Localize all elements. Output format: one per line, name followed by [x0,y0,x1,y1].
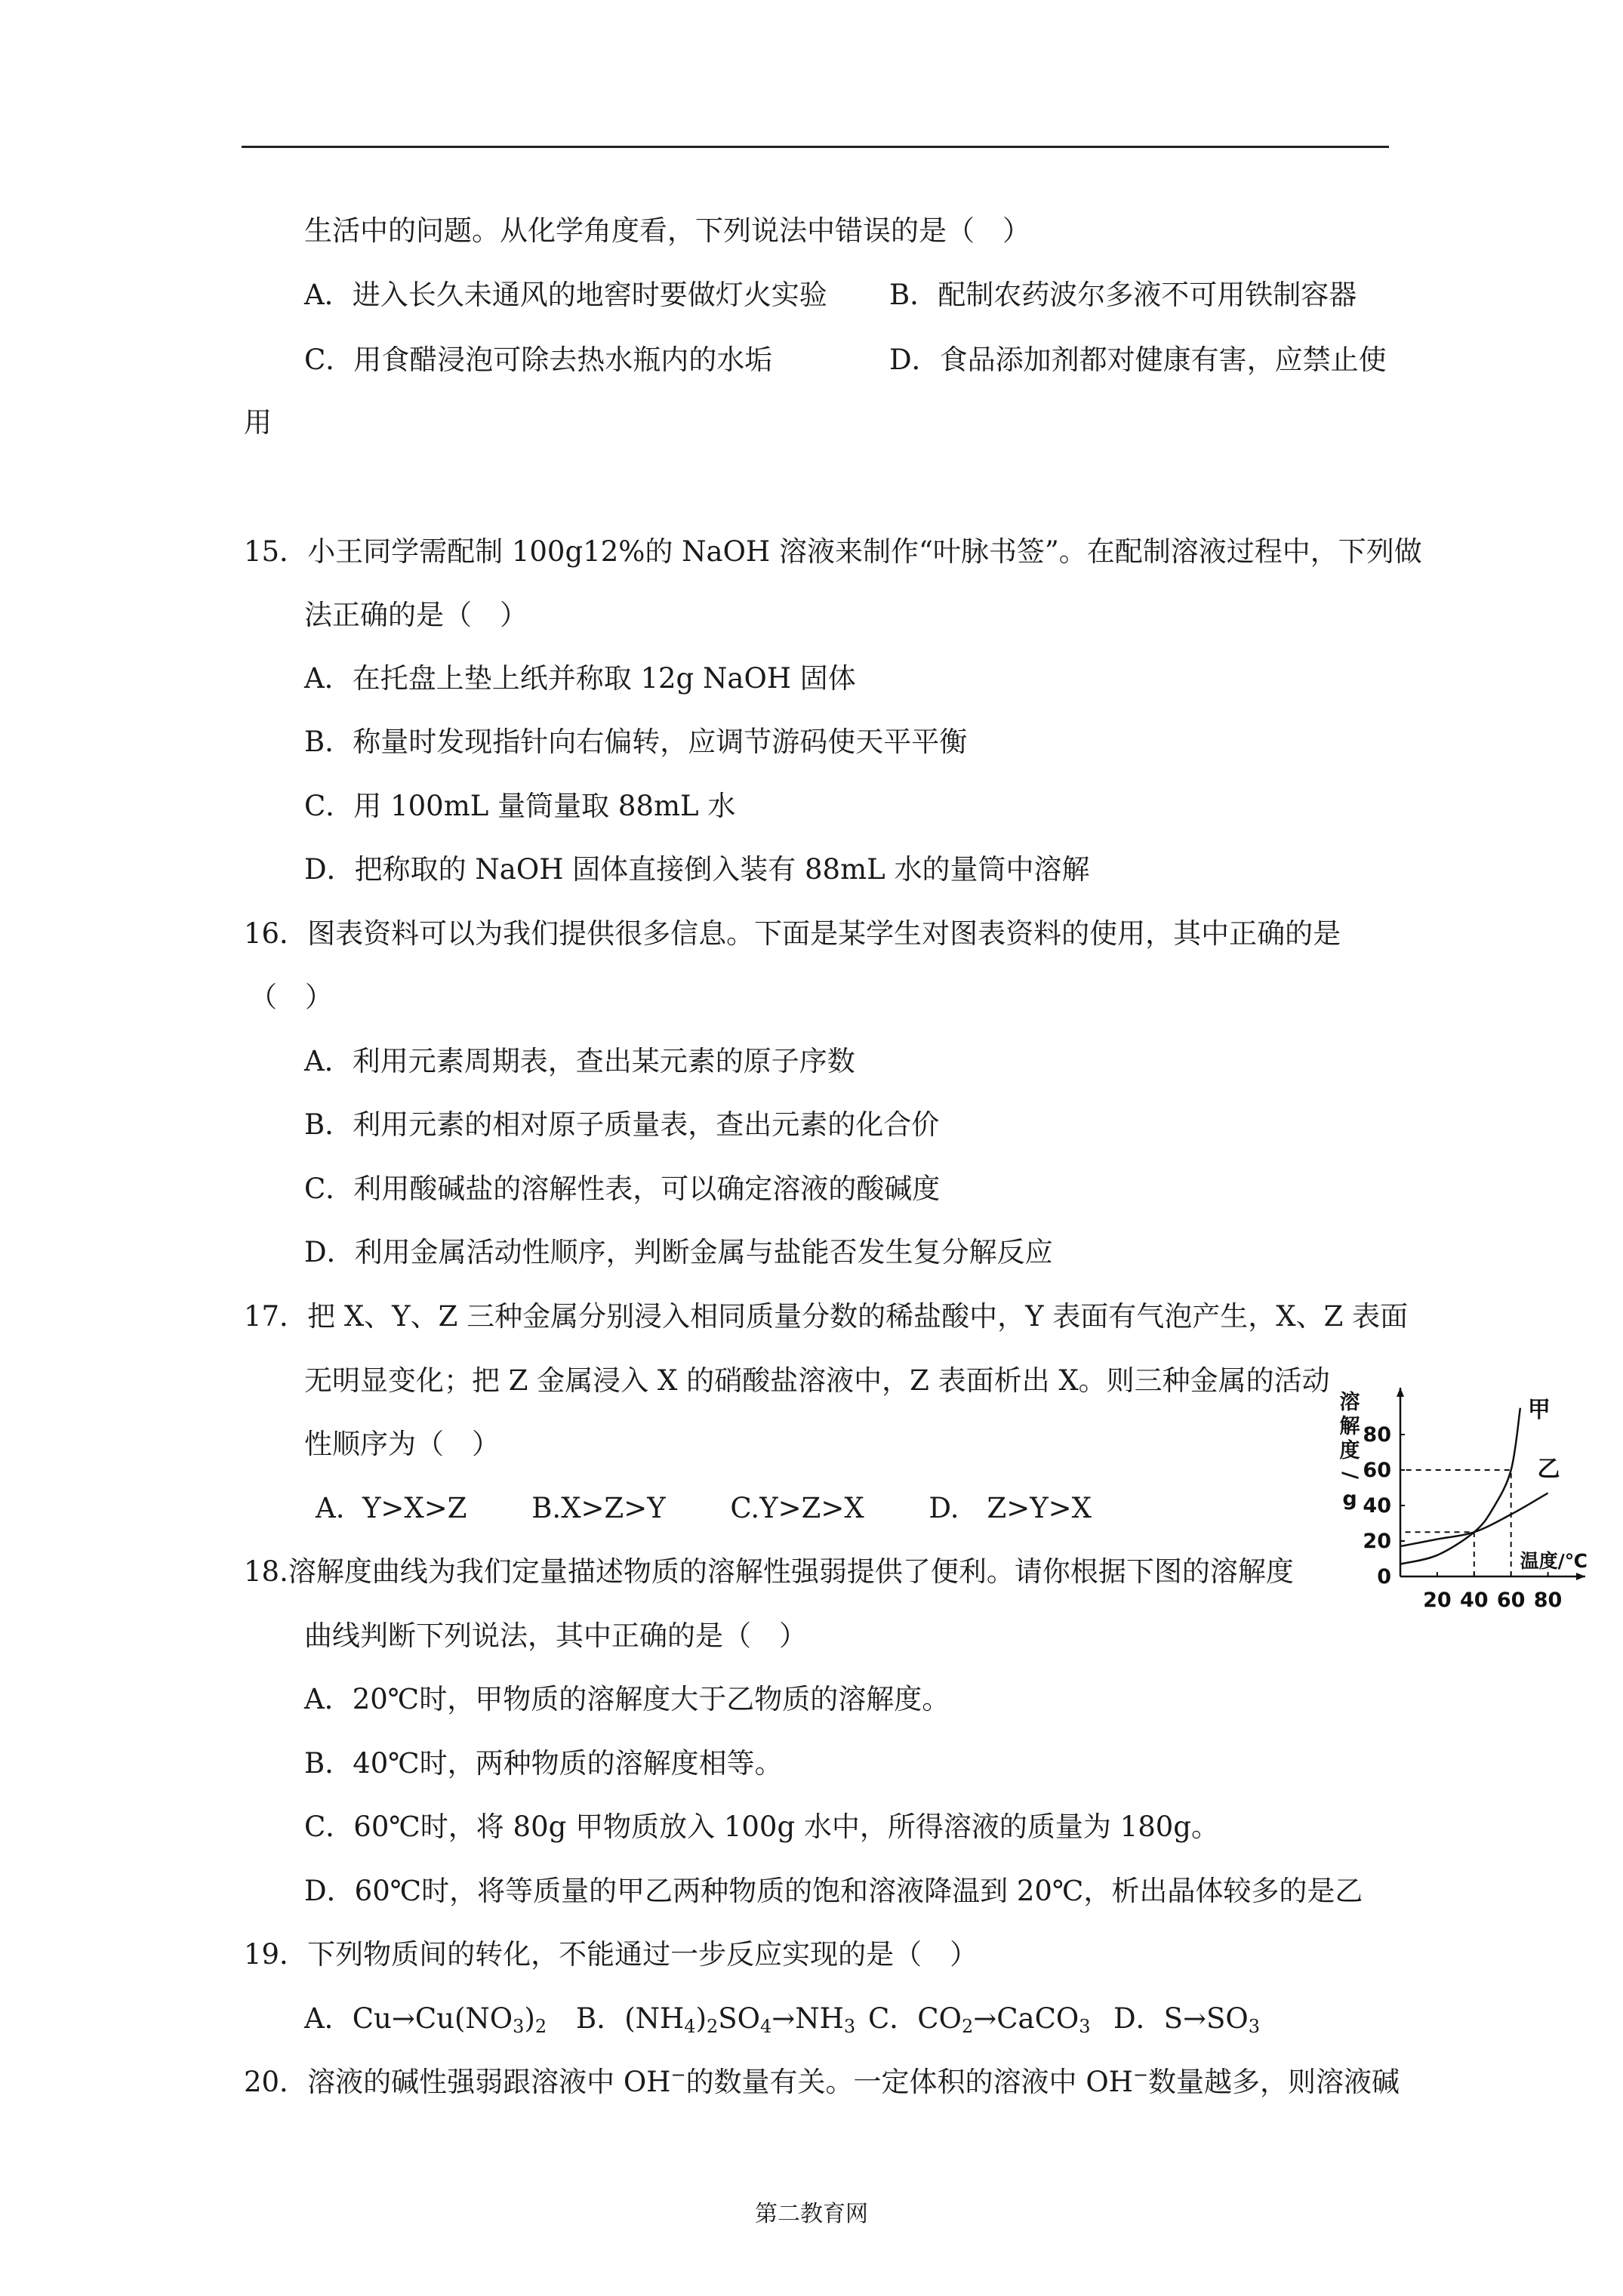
y-tick-label: 40 [1363,1494,1391,1518]
q15-option-b: B．称量时发现指针向右偏转，应调节游码使天平平衡 [304,726,968,758]
y-tick-label: 0 [1377,1565,1391,1589]
q14-stem: 生活中的问题。从化学角度看，下列说法中错误的是（ ） [304,214,1030,247]
x-tick-label: 20 [1423,1589,1452,1612]
q19-stem: 19．下列物质间的转化，不能通过一步反应实现的是（ ） [244,1938,978,1971]
y-tick-label: 60 [1363,1459,1391,1482]
solubility-curve-chart [1336,1388,1593,1629]
q19-option-b: B．$(NH_4)_2SO_4\to NH_3$ [576,2002,856,2037]
y-axis-label-slash: / [1338,1472,1362,1479]
q18-option-d: D．60℃时，将等质量的甲乙两种物质的饱和溶液降温到 20℃，析出晶体较多的是乙 [304,1875,1363,1907]
x-tick-label: 60 [1496,1589,1526,1612]
q19-option-d: D．$S\to SO_3$ [1113,2002,1260,2037]
q16-option-a: A．利用元素周期表，查出某元素的原子序数 [304,1045,855,1077]
q17-stem-wrap-1: 无明显变化；把 Z 金属浸入 X 的硝酸盐溶液中，Z 表面析出 X。则三种金属的活动 [304,1364,1330,1397]
q18-option-a: A．20℃时，甲物质的溶解度大于乙物质的溶解度。 [304,1683,950,1715]
q17-options: A. Y>X>Z B.X>Z>Y C.Y>Z>X D. Z>Y>X [316,1492,1092,1524]
y-tick-label: 20 [1363,1530,1391,1553]
chart-ticks [1363,1423,1562,1612]
q15-stem-wrap: 法正确的是（ ） [304,599,528,631]
q16-option-d: D．利用金属活动性顺序，判断金属与盐能否发生复分解反应 [304,1236,1053,1268]
q18-stem: 18.溶解度曲线为我们定量描述物质的溶解性强弱提供了便利。请你根据下图的溶解度 [244,1555,1294,1588]
x-tick-label: 80 [1533,1589,1563,1612]
q14-option-b: B．配制农药波尔多液不可用铁制容器 [889,279,1357,311]
header-rule [242,146,1389,148]
q17-stem-wrap-2: 性顺序为（ ） [304,1428,500,1460]
q16-option-b: B．利用元素的相对原子质量表，查出元素的化合价 [304,1108,940,1141]
q19-option-a: A．$Cu\to Cu(NO_3)_2$ [304,2002,547,2037]
q16-stem-wrap: （ ） [249,981,333,1013]
y-axis-label-char: 度 [1339,1439,1360,1462]
q15-option-a: A．在托盘上垫上纸并称取 12g NaOH 固体 [304,662,856,695]
q18-option-b: B．40℃时，两种物质的溶解度相等。 [304,1747,783,1780]
q16-option-c: C．利用酸碱盐的溶解性表，可以确定溶液的酸碱度 [304,1173,941,1205]
q16-stem: 16．图表资料可以为我们提供很多信息。下面是某学生对图表资料的使用，其中正确的是 [244,917,1341,950]
chart-series [1400,1397,1560,1564]
y-tick-label: 80 [1363,1423,1391,1447]
q14-option-d: D．食品添加剂都对健康有害，应禁止使 [889,344,1387,376]
x-axis-arrow [1576,1573,1585,1580]
q18-option-c: C．60℃时，将 80g 甲物质放入 100g 水中，所得溶液的质量为 180g。 [304,1811,1219,1843]
q14-option-a: A．进入长久未通风的地窖时要做灯火实验 [304,279,827,311]
q18-stem-wrap: 曲线判断下列说法，其中正确的是（ ） [304,1620,807,1652]
y-axis-arrow [1397,1388,1404,1397]
q20-stem: 20．溶液的碱性强弱跟溶液中 OH−的数量有关。一定体积的溶液中 OH−数量越多，则溶液碱 [244,2064,1400,2098]
q19-option-c: C．$CO_2\to CaCO_3$ [868,2002,1091,2037]
y-axis-label-char: 溶 [1339,1391,1360,1414]
q15-option-d: D．把称取的 NaOH 固体直接倒入装有 88mL 水的量筒中溶解 [304,853,1090,886]
y-axis-label-char: 解 [1339,1415,1360,1438]
series-curve-jia [1400,1408,1520,1564]
q14-option-d-wrap: 用 [244,406,272,439]
q14-option-c: C．用食醋浸泡可除去热水瓶内的水垢 [304,344,773,376]
x-axis-label: 温度/℃ [1520,1550,1588,1572]
q15-option-c: C．用 100mL 量筒量取 88mL 水 [304,790,736,822]
q15-stem: 15．小王同学需配制 100g12%的 NaOH 溶液来制作“叶脉书签”。在配制溶液过程中，下列做 [244,535,1422,568]
series-label: 乙 [1537,1456,1560,1483]
series-label: 甲 [1527,1396,1551,1423]
q17-stem: 17．把 X、Y、Z 三种金属分别浸入相同质量分数的稀盐酸中，Y 表面有气泡产生，X、Z 表面 [244,1300,1409,1333]
series-curve-yi [1400,1493,1548,1547]
y-axis-label-unit: g [1342,1487,1357,1511]
page-footer: 第二教育网 [755,2201,868,2227]
x-tick-label: 40 [1459,1589,1489,1612]
